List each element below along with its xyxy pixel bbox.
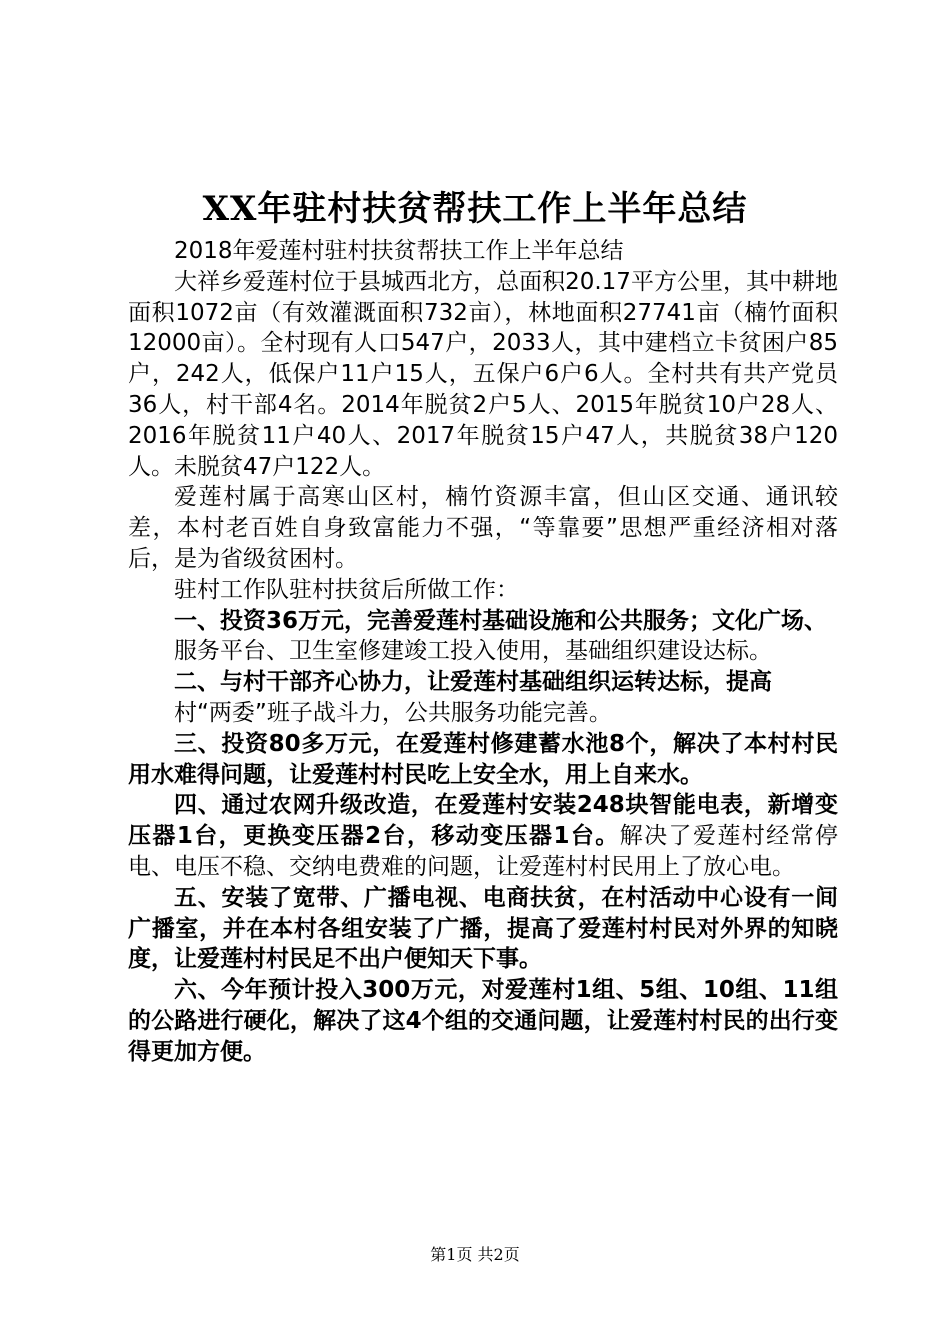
- item-five: 五、安装了宽带、广播电视、电商扶贫，在村活动中心设有一间广播室，并在本村各组安装了广播，提高了爱莲村村民对外界的知晓度，让爱莲村村民足不出户便知天下事。: [128, 884, 838, 973]
- item-two: 二、与村干部齐心协力，让爱莲村基础组织运转达标，提高: [174, 669, 772, 696]
- item-two-continued: 村“两委”班子战斗力，公共服务功能完善。: [174, 699, 612, 726]
- item-three: 三、投资80多万元，在爱莲村修建蓄水池8个，解决了本村村民用水难得问题，让爱莲村村民吃上安全水，用上自来水。: [128, 730, 838, 788]
- item-four: [128, 790, 838, 882]
- item-one-continued: 服务平台、卫生室修建竣工投入使用，基础组织建设达标。: [174, 638, 772, 665]
- subtitle-paragraph: 2018年爱莲村驻村扶贫帮扶工作上半年总结: [174, 238, 624, 264]
- intro-paragraph: 大祥乡爱莲村位于县城西北方，总面积20.17平方公里，其中耕地面积1072亩（有效灌溉面积732亩），林地面积27741亩（楠竹面积12000亩）。全村现有人口547户，2033人，其中建档立卡贫困户85户，242人，低保户11户15人，五保户6户6人。全村共有共产党员36人，村干部4名。2014年脱贫2户5人、2015年脱贫10户28人、2016年脱贫11户40人、2017年脱贫15户47人，共脱贫38户120人。未脱贫47户122人。: [128, 268, 838, 480]
- document-title: XX年驻村扶贫帮扶工作上半年总结: [202, 189, 748, 229]
- background-paragraph: 爱莲村属于高寒山区村，楠竹资源丰富，但山区交通、通讯较差，本村老百姓自身致富能力不强，“等靠要”思想严重经济相对落后，是为省级贫困村。: [128, 484, 838, 572]
- document-body: [128, 236, 838, 1068]
- item-one: 一、投资36万元，完善爱莲村基础设施和公共服务；文化广场、: [174, 607, 828, 634]
- page-footer: 第1页 共2页: [430, 1245, 520, 1264]
- item-six: 六、今年预计投入300万元，对爱莲村1组、5组、10组、11组的公路进行硬化，解决了这4个组的交通问题，让爱莲村村民的出行变得更加方便。: [128, 977, 838, 1065]
- work-heading: 驻村工作队驻村扶贫后所做工作：: [174, 576, 519, 603]
- item-four-bold: 四、通过农网升级改造，在爱莲村安装248块智能电表，新增变压器1台，更换变压器2台，移动变压器1台。: [128, 792, 838, 850]
- item-four-normal: 解决了爱莲村经常停电、电压不稳、交纳电费难的问题，让爱莲村村民用上了放心电。: [128, 823, 839, 880]
